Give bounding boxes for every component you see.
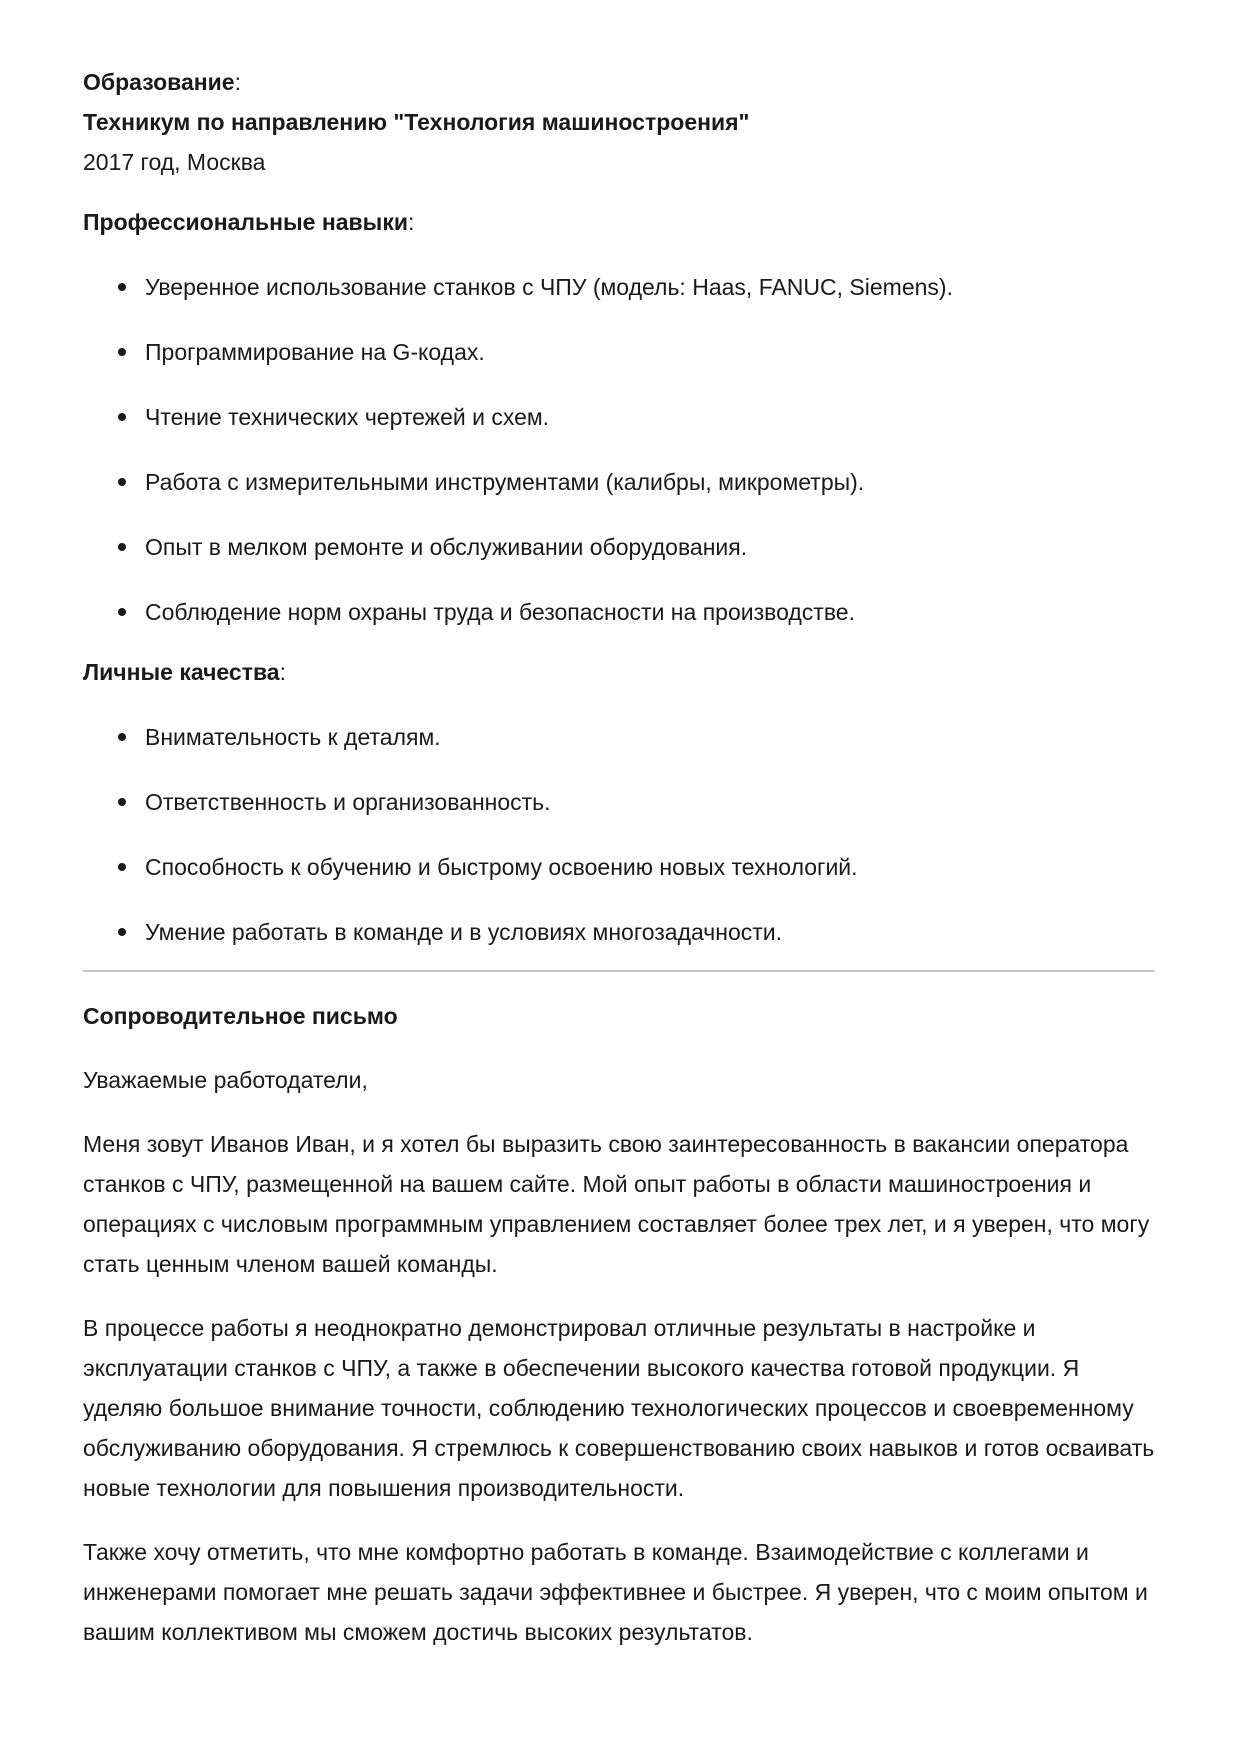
- bullet-icon: [118, 733, 126, 741]
- list-item-text: Работа с измерительными инструментами (калибры, микрометры).: [145, 469, 865, 495]
- bullet-icon: [118, 283, 126, 291]
- cover-letter-paragraph: Также хочу отметить, что мне комфортно работать в команде. Взаимодействие с коллегами и инженерами помогает мне решать задачи эффективнее и быстрее. Я уверен, что с моим опытом и вашим коллективом мы сможем достичь высоких результатов.: [83, 1539, 1148, 1645]
- bullet-icon: [118, 543, 126, 551]
- list-item: [83, 592, 1155, 632]
- list-item: [83, 462, 1155, 502]
- list-item-text: Чтение технических чертежей и схем.: [145, 404, 550, 430]
- education-label-colon: :: [234, 69, 241, 95]
- list-item-text: Уверенное использование станков с ЧПУ (модель: Haas, FANUC, Siemens).: [145, 274, 953, 300]
- list-item: [83, 397, 1155, 437]
- cover-letter-paragraph: Меня зовут Иванов Иван, и я хотел бы выразить свою заинтересованность в вакансии оператора станков с ЧПУ, размещенной на вашем сайте. Мой опыт работы в области машиностроения и операциях с числовым программным управлением составляет более трех лет, и я уверен, что могу стать ценным членом вашей команды.: [83, 1131, 1150, 1277]
- bullet-icon: [118, 413, 126, 421]
- professional-skills-section: [83, 202, 1155, 632]
- cover-letter-section: [83, 996, 1155, 1652]
- bullet-icon: [118, 928, 126, 936]
- bullet-icon: [118, 863, 126, 871]
- cover-letter-title: Сопроводительное письмо: [83, 1003, 398, 1029]
- personal-qualities-list: [83, 717, 1155, 952]
- list-item: [83, 332, 1155, 372]
- bullet-icon: [118, 608, 126, 616]
- list-item-text: Ответственность и организованность.: [145, 789, 551, 815]
- bullet-icon: [118, 348, 126, 356]
- personal-qualities-label: Личные качества: [83, 659, 280, 685]
- list-item: [83, 847, 1155, 887]
- education-year-city: 2017 год, Москва: [83, 149, 266, 175]
- list-item: [83, 717, 1155, 757]
- professional-skills-label-colon: :: [407, 209, 415, 235]
- personal-qualities-label-colon: :: [279, 659, 286, 685]
- list-item-text: Программирование на G-кодах.: [145, 339, 485, 365]
- list-item-text: Умение работать в команде и в условиях многозадачности.: [145, 919, 783, 945]
- cover-letter-greeting: Уважаемые работодатели,: [83, 1067, 368, 1093]
- list-item-text: Способность к обучению и быстрому освоению новых технологий.: [145, 854, 858, 880]
- list-item: [83, 267, 1155, 307]
- list-item: [83, 527, 1155, 567]
- list-item-text: Опыт в мелком ремонте и обслуживании оборудования.: [145, 534, 748, 560]
- professional-skills-heading: [83, 202, 1155, 242]
- personal-qualities-section: [83, 652, 1155, 952]
- cover-letter-paragraph: В процессе работы я неоднократно демонстрировал отличные результаты в настройке и эксплуатации станков с ЧПУ, а также в обеспечении высокого качества готовой продукции. Я уделяю большое внимание точности, соблюдению технологических процессов и своевременному обслуживанию оборудования. Я стремлюсь к совершенствованию своих навыков и готов осваивать новые технологии для повышения производительности.: [83, 1315, 1155, 1501]
- education-label: Образование: [83, 69, 235, 95]
- bullet-icon: [118, 478, 126, 486]
- education-section: [83, 62, 1155, 182]
- education-institution: Техникум по направлению "Технология машиностроения": [83, 109, 750, 135]
- list-item: [83, 782, 1155, 822]
- education-heading: [83, 62, 1155, 102]
- professional-skills-list: [83, 267, 1155, 632]
- professional-skills-label: Профессиональные навыки: [83, 209, 408, 235]
- section-divider: [83, 970, 1155, 972]
- list-item-text: Внимательность к деталям.: [145, 724, 441, 750]
- personal-qualities-heading: [83, 652, 1155, 692]
- list-item: [83, 912, 1155, 952]
- bullet-icon: [118, 798, 126, 806]
- list-item-text: Соблюдение норм охраны труда и безопасности на производстве.: [145, 599, 855, 625]
